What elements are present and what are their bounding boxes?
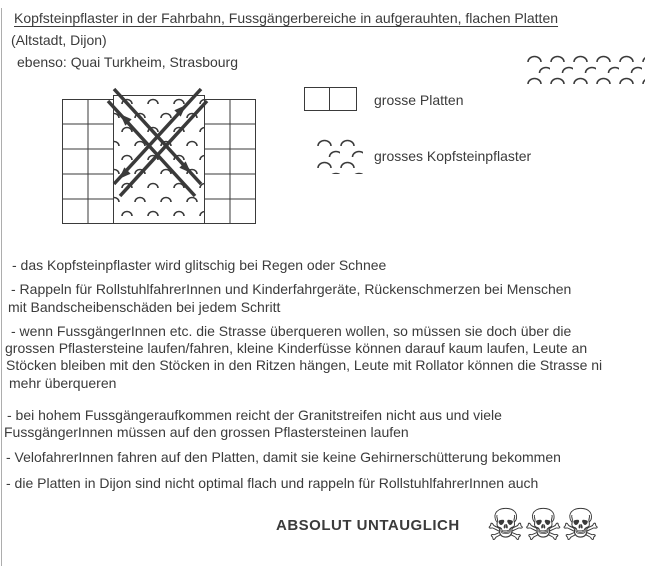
skulls-row bbox=[486, 500, 601, 552]
verdict-text: ABSOLUT UNTAUGLICH bbox=[276, 517, 460, 534]
kopfsteinpflaster-pattern-icon bbox=[527, 54, 645, 88]
body-line: - das Kopfsteinpflaster wird glitschig bei Regen oder Schnee bbox=[12, 257, 387, 273]
body-line: FussgängerInnen müssen auf den grossen Pflastersteinen laufen bbox=[4, 424, 409, 440]
kopfsteinpflaster-swatch-icon bbox=[317, 138, 363, 174]
body-line: - Rappeln für RollstuhlfahrerInnen und Kinderfahrgeräte, Rückenschmerzen bei Menschen bbox=[11, 281, 572, 297]
legend-label-kopfsteinpflaster: grosses Kopfsteinpflaster bbox=[374, 148, 532, 164]
skull-crossbones-icon: ☠ bbox=[523, 500, 563, 551]
body-line: mehr überqueren bbox=[9, 375, 117, 391]
platten-grid-left bbox=[63, 100, 114, 224]
skull-crossbones-icon: ☠ bbox=[486, 500, 526, 551]
swatch-divider bbox=[329, 88, 330, 110]
body-line: - wenn FussgängerInnen etc. die Strasse überqueren wollen, so müssen sie doch über die bbox=[11, 323, 572, 339]
body-line: mit Bandscheibenschäden bei jedem Schritt bbox=[8, 299, 281, 315]
page-title: Kopfsteinpflaster in der Fahrbahn, Fussgängerbereiche in aufgerauhten, flachen Platten bbox=[14, 10, 559, 26]
body-line: - bei hohem Fussgängeraufkommen reicht der Granitstreifen nicht aus und viele bbox=[7, 407, 502, 423]
platten-grid-right bbox=[205, 100, 256, 224]
kopfsteinpflaster-strip bbox=[114, 96, 205, 224]
street-crossing-diagram bbox=[55, 80, 265, 230]
platten-swatch-icon bbox=[304, 87, 357, 111]
skull-crossbones-icon: ☠ bbox=[560, 500, 601, 551]
page-edge-line bbox=[1, 8, 2, 566]
body-line: - die Platten in Dijon sind nicht optimal flach und rappeln für RollstuhlfahrerInnen auch bbox=[6, 475, 539, 491]
page-note: ebenso: Quai Turkheim, Strasbourg bbox=[17, 54, 239, 70]
body-line: Stöcken bleiben mit den Stöcken in den Ritzen hängen, Leute mit Rollator können die Strasse ni bbox=[6, 357, 603, 373]
legend-label-platten: grosse Platten bbox=[374, 92, 464, 108]
body-line: grossen Pflastersteine laufen/fahren, kleine Kinderfüsse können darauf kaum laufen, Leute an bbox=[5, 340, 588, 356]
body-line: - VelofahrerInnen fahren auf den Platten, damit sie keine Gehirnerschütterung bekommen bbox=[6, 449, 561, 465]
page-subtitle: (Altstadt, Dijon) bbox=[11, 32, 107, 48]
